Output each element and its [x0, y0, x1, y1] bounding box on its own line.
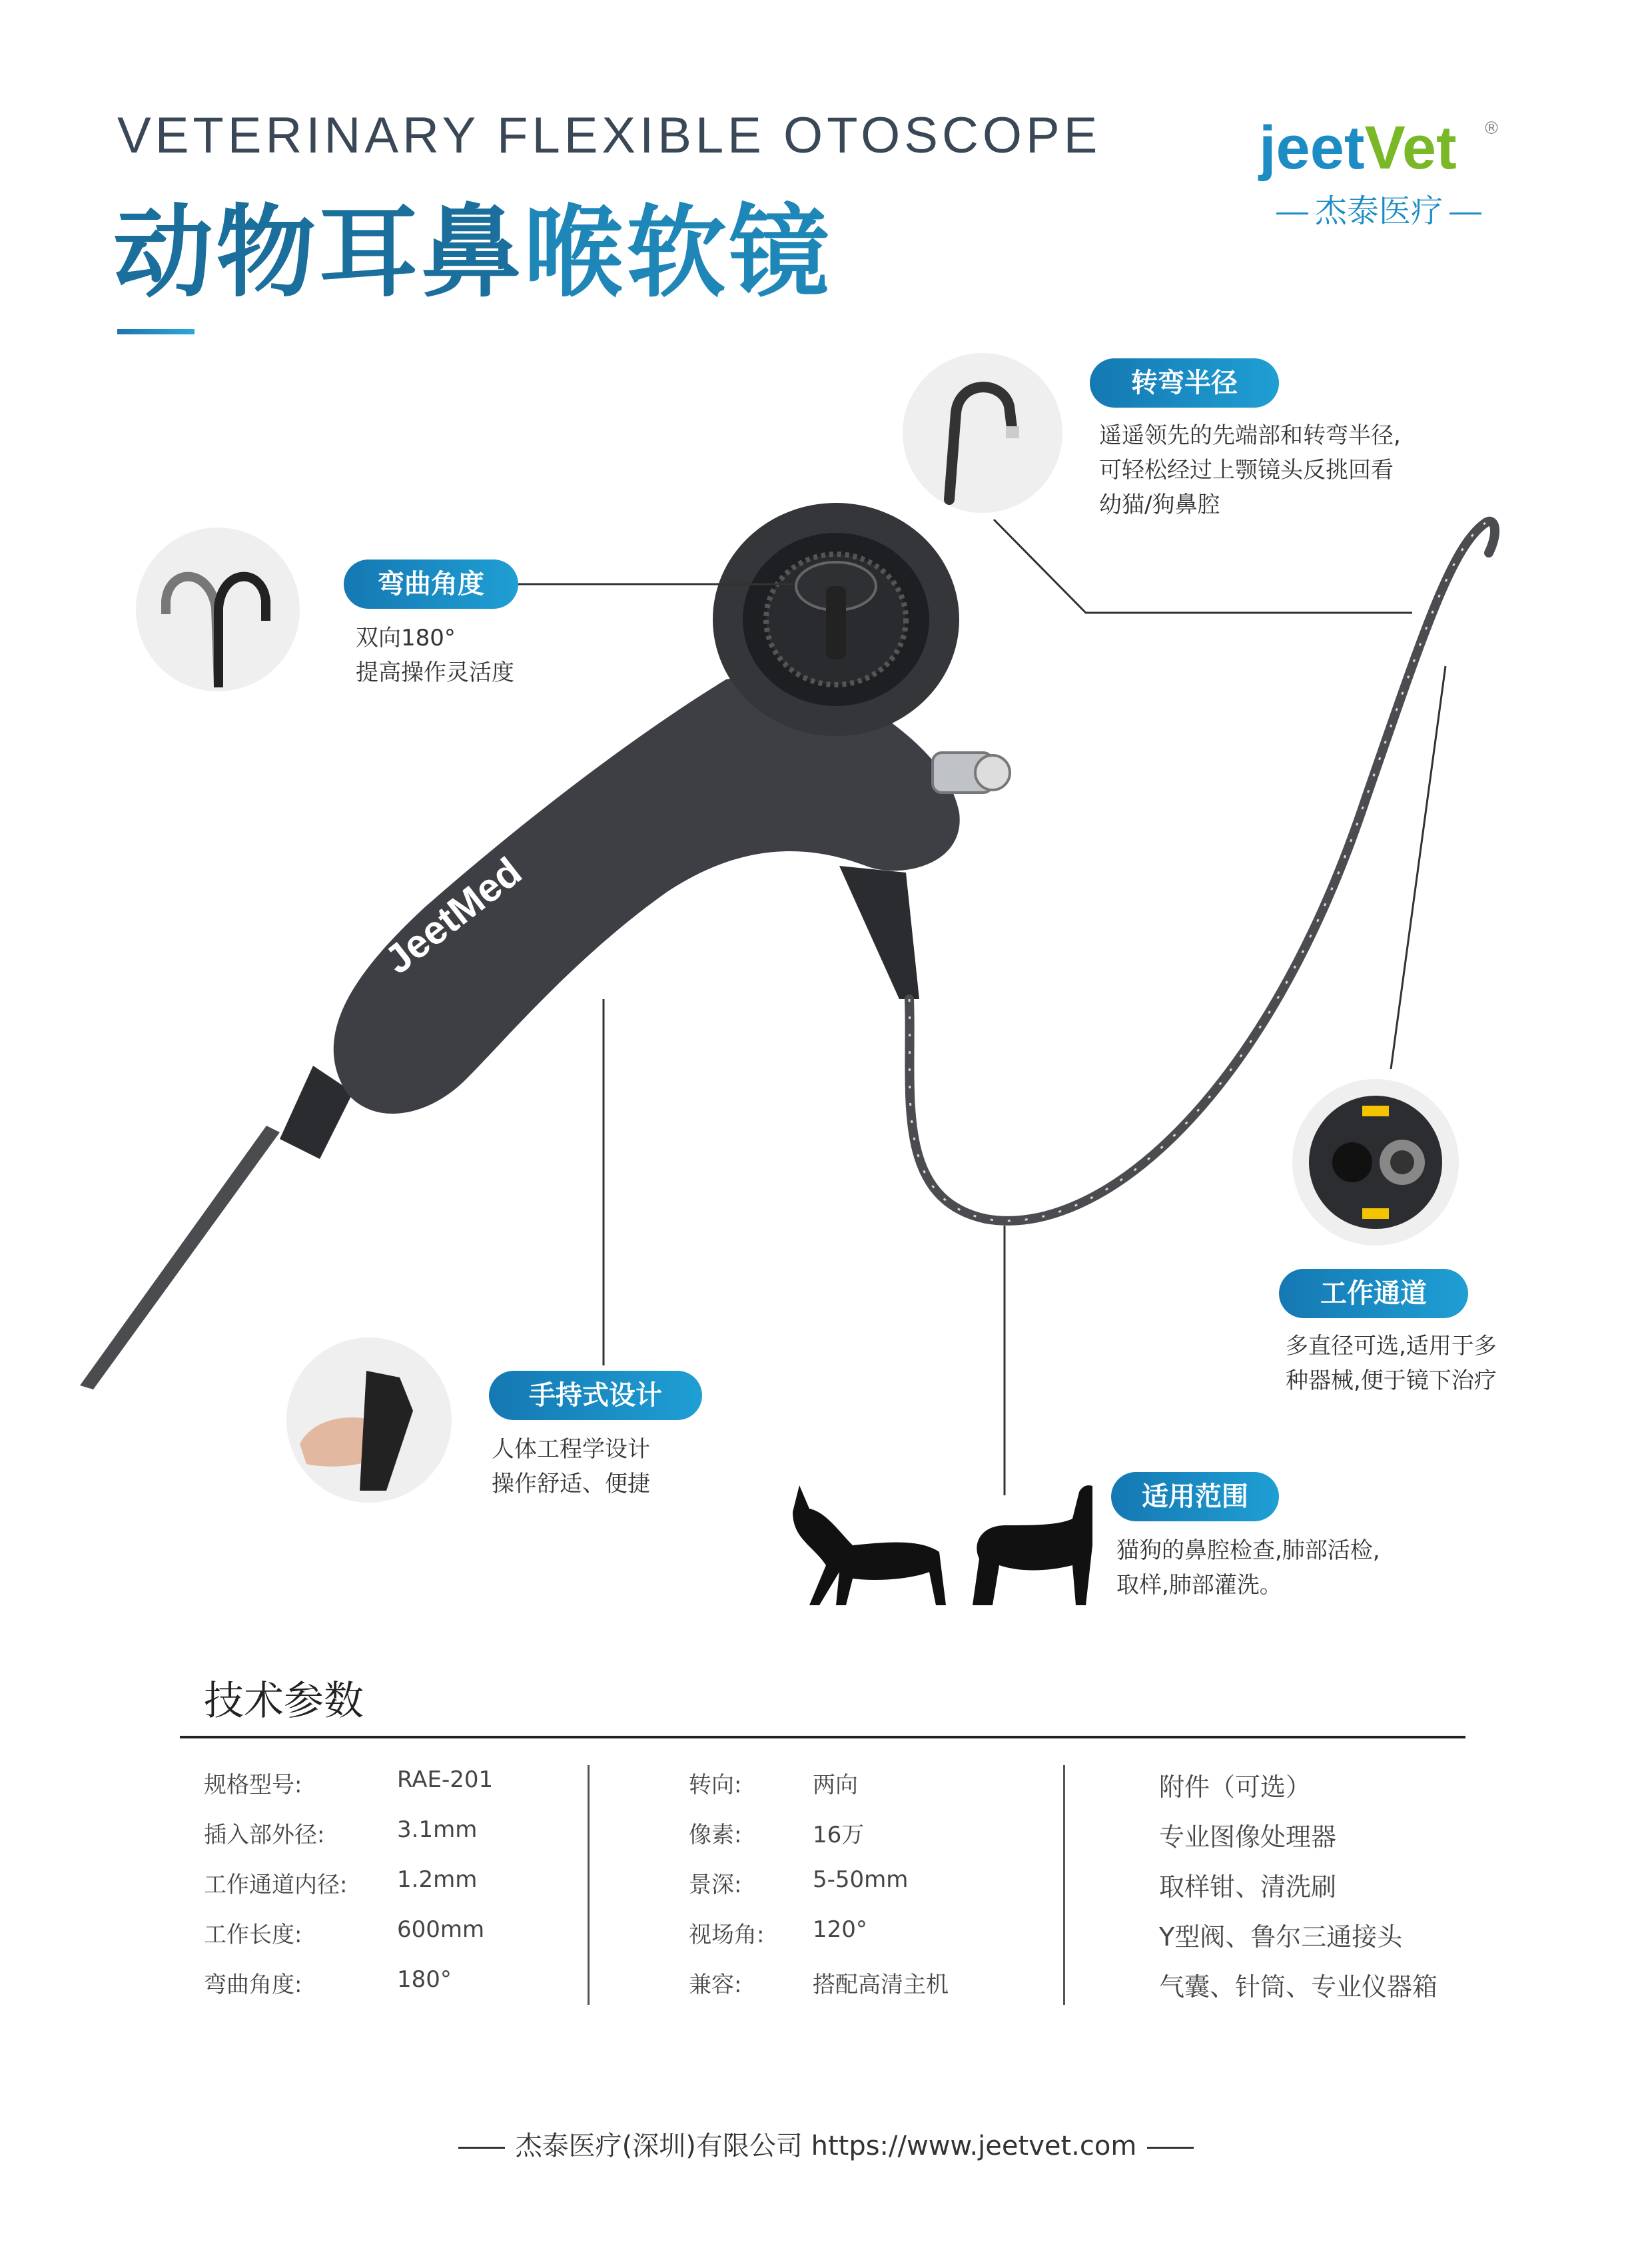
logo-cn: 杰泰医疗: [1259, 185, 1499, 231]
spec-row: [204, 1858, 537, 1908]
spec-value: RAE-201: [397, 1766, 494, 1793]
spec-key: 插入部外径:: [204, 1822, 325, 1848]
accessory-item: 取样钳、清洗刷: [1159, 1872, 1337, 1902]
spec-key: 工作通道内径:: [204, 1872, 348, 1898]
title-part-1: 动物: [113, 195, 319, 311]
title-part-3: 喉软镜: [524, 195, 832, 311]
leader-radius: [994, 520, 1412, 613]
feature-desc-handheld: [492, 1432, 650, 1501]
feature-pill-handheld: 手持式设计: [489, 1371, 702, 1420]
spec-key: 规格型号:: [204, 1772, 302, 1798]
insertion-tube: [80, 1126, 280, 1389]
spec-column-divider: [1063, 1765, 1065, 2005]
desc-line: 猫狗的鼻腔检查,肺部活检,: [1116, 1537, 1380, 1564]
handheld-thumb: [286, 1337, 452, 1503]
accessory-item: Y型阀、鲁尔三通接头: [1159, 1922, 1403, 1952]
desc-line: 取样,肺部灌洗。: [1116, 1572, 1282, 1599]
spec-value: 5-50mm: [813, 1866, 909, 1893]
device-brand-label: JeetMed: [376, 849, 530, 982]
footer-company: 杰泰医疗(深圳)有限公司 https://www.jeetvet.com: [0, 2125, 1652, 2163]
spec-row: [1159, 1858, 1465, 1908]
spec-row: [689, 1858, 1022, 1908]
spec-row: [689, 1808, 1022, 1858]
spec-row: [1159, 1908, 1465, 1958]
spec-row: [689, 1908, 1022, 1958]
spec-row: [1159, 1758, 1465, 1808]
feature-pill-radius: 转弯半径: [1090, 358, 1279, 408]
desc-line: 双向180°: [356, 625, 456, 651]
lower-neck: [839, 866, 919, 999]
spec-row: [1159, 1808, 1465, 1858]
spec-value: 16万: [813, 1822, 865, 1848]
spec-column-3: [1159, 1758, 1465, 2008]
feature-desc-channel: [1286, 1329, 1497, 1398]
spec-key: 弯曲角度:: [204, 1972, 302, 1998]
spec-title: 技术参数: [204, 1678, 364, 1724]
accessory-item: 气囊、针筒、专业仪器箱: [1159, 1972, 1438, 2002]
feature-pill-channel: 工作通道: [1279, 1269, 1468, 1318]
feature-desc-radius: [1099, 418, 1401, 522]
spec-column-2: [689, 1758, 1022, 2008]
leader-channel: [1391, 666, 1446, 1069]
desc-line: 种器械,便于镜下治疗: [1286, 1367, 1497, 1394]
title-en: VETERINARY FLEXIBLE OTOSCOPE: [117, 107, 1102, 164]
spec-row: [204, 1958, 537, 2008]
spec-value: 1.2mm: [397, 1866, 478, 1893]
spec-row: [1159, 1958, 1465, 2008]
desc-line: 提高操作灵活度: [356, 659, 514, 686]
title-part-2: 耳鼻: [318, 195, 524, 311]
spec-row: [204, 1758, 537, 1808]
spec-row: [204, 1808, 537, 1858]
feature-desc-scope: [1116, 1533, 1380, 1603]
spec-key: 景深:: [689, 1872, 742, 1898]
logo-vet: Vet: [1364, 114, 1457, 182]
turn-radius-thumb: [903, 353, 1062, 513]
spec-value: 搭配高清主机: [813, 1972, 949, 1998]
feature-pill-bending: 弯曲角度: [344, 560, 518, 609]
accessory-item: 附件（可选）: [1159, 1772, 1312, 1802]
spec-key: 兼容:: [689, 1972, 742, 1998]
spec-key: 转向:: [689, 1772, 742, 1798]
spec-row: [689, 1958, 1022, 2008]
spec-value: 两向: [813, 1772, 858, 1798]
spec-value: 120°: [813, 1916, 867, 1943]
desc-line: 人体工程学设计: [492, 1436, 650, 1463]
spec-row: [204, 1908, 537, 1958]
logo-jeet: jeet: [1259, 114, 1365, 182]
bending-angle-thumb: [136, 528, 300, 691]
spec-value: 3.1mm: [397, 1816, 478, 1843]
desc-line: 多直径可选,适用于多: [1286, 1333, 1497, 1359]
accessory-item: 专业图像处理器: [1159, 1822, 1337, 1852]
spec-key: 工作长度:: [204, 1922, 302, 1948]
spec-column-divider: [588, 1765, 590, 2005]
desc-line: 可轻松经过上颚镜头反挑回看: [1099, 457, 1394, 484]
registered-mark: ®: [1483, 119, 1500, 139]
feature-pill-scope: 适用范围: [1111, 1472, 1279, 1521]
desc-line: 操作舒适、便捷: [492, 1471, 650, 1497]
spec-value: 600mm: [397, 1916, 485, 1943]
spec-value: 180°: [397, 1966, 452, 1993]
working-channel-thumb: [1292, 1079, 1459, 1246]
feature-desc-bending: [356, 621, 514, 690]
cat-dog-icon: [779, 1472, 1092, 1612]
desc-line: 遥遥领先的先端部和转弯半径,: [1099, 422, 1401, 449]
spec-divider: [180, 1736, 1465, 1738]
spec-column-1: [204, 1758, 537, 2008]
spec-key: 视场角:: [689, 1922, 765, 1948]
desc-line: 幼猫/狗鼻腔: [1099, 492, 1220, 518]
spec-row: [689, 1758, 1022, 1808]
spec-key: 像素:: [689, 1822, 742, 1848]
